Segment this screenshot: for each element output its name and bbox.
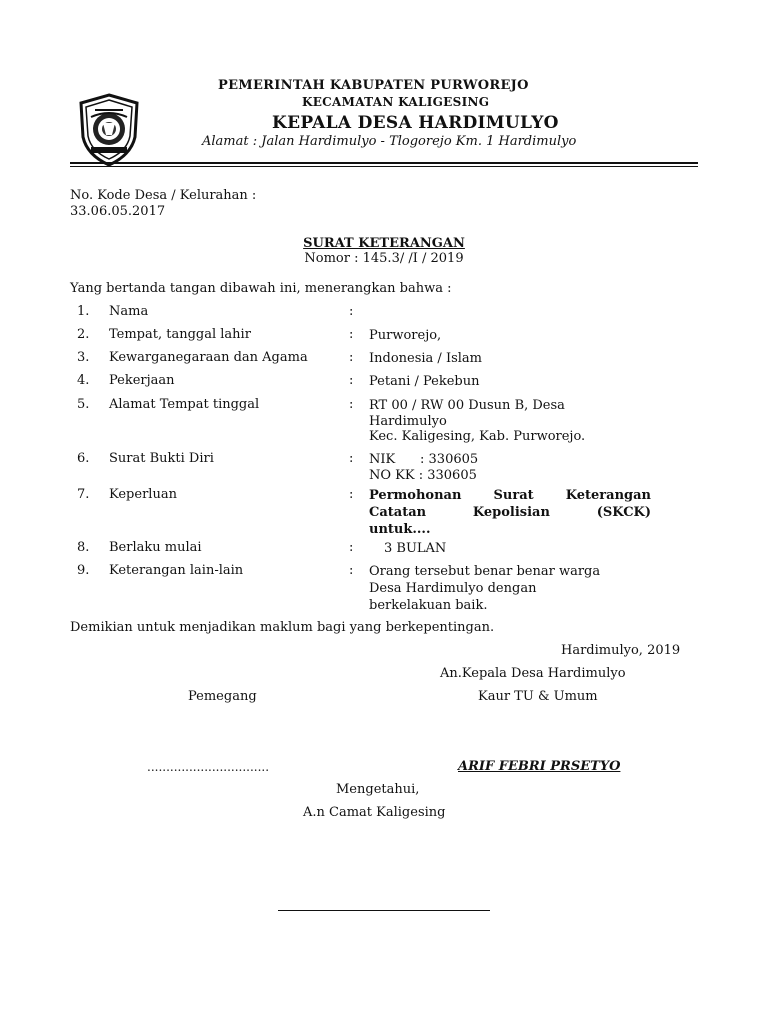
row-value: Indonesia / Islam — [369, 351, 482, 366]
row-number: 1. — [77, 304, 90, 319]
district-header-line: KECAMATAN KALIGESING — [302, 95, 490, 109]
row-colon: : — [349, 397, 354, 412]
document-number: Nomor : 145.3/ /I / 2019 — [304, 251, 464, 266]
letterhead-divider-thin — [70, 166, 698, 167]
camat-signature-line — [278, 910, 490, 911]
government-header-line: PEMERINTAH KABUPATEN PURWOREJO — [218, 78, 529, 93]
document-title: SURAT KETERANGAN — [303, 236, 465, 251]
row-colon: : — [349, 563, 354, 578]
row-label: Pekerjaan — [109, 373, 175, 388]
holder-signature-dots: ................................ — [147, 760, 270, 774]
row-label: Tempat, tanggal lahir — [109, 327, 251, 342]
row-label: Kewarganegaraan dan Agama — [109, 350, 308, 365]
row-value: Purworejo, — [369, 328, 442, 343]
row-number: 2. — [77, 327, 90, 342]
row-number: 9. — [77, 563, 90, 578]
intro-statement: Yang bertanda tangan dibawah ini, menerangkan bahwa : — [70, 281, 452, 296]
row-number: 3. — [77, 350, 90, 365]
row-colon: : — [349, 451, 354, 466]
row-value-line: Hardimulyo — [369, 414, 447, 429]
row-value-line: berkelakuan baik. — [369, 598, 488, 613]
row-value-line: untuk.... — [369, 522, 431, 537]
address-line: Alamat : Jalan Hardimulyo - Tlogorejo Km. 1 Hardimulyo — [202, 134, 577, 149]
row-label: Keterangan lain-lain — [109, 563, 244, 578]
row-value-line: Desa Hardimulyo dengan — [369, 581, 537, 596]
row-value: Petani / Pekebun — [369, 374, 480, 389]
village-head-header-line: KEPALA DESA HARDIMULYO — [272, 113, 559, 133]
row-value-line: NIK : 330605 — [369, 452, 479, 467]
row-label: Nama — [109, 304, 149, 319]
row-number: 7. — [77, 487, 90, 502]
row-label: Surat Bukti Diri — [109, 451, 214, 466]
row-colon: : — [349, 487, 354, 502]
row-number: 6. — [77, 451, 90, 466]
row-value-line: NO KK : 330605 — [369, 468, 477, 483]
holder-label: Pemegang — [188, 689, 257, 704]
row-colon: : — [349, 304, 354, 319]
closing-statement: Demikian untuk menjadikan maklum bagi yang berkepentingan. — [70, 620, 495, 635]
row-value-line: Kec. Kaligesing, Kab. Purworejo. — [369, 429, 586, 444]
row-label: Alamat Tempat tinggal — [109, 397, 260, 412]
letterhead-divider-thick — [70, 162, 698, 164]
acknowledged-label: Mengetahui, — [336, 782, 420, 797]
row-value-line: Permohonan Surat Keterangan — [369, 488, 651, 503]
row-colon: : — [349, 350, 354, 365]
village-code-label: No. Kode Desa / Kelurahan : — [70, 188, 257, 203]
on-behalf-village-head: An.Kepala Desa Hardimulyo — [440, 666, 626, 681]
row-label: Berlaku mulai — [109, 540, 202, 555]
camat-on-behalf: A.n Camat Kaligesing — [303, 805, 446, 820]
village-code-value: 33.06.05.2017 — [70, 204, 166, 219]
row-value: 3 BULAN — [384, 541, 447, 556]
signer-name: ARIF FEBRI PRSETYO — [458, 759, 621, 774]
row-number: 8. — [77, 540, 90, 555]
row-colon: : — [349, 540, 354, 555]
row-number: 4. — [77, 373, 90, 388]
row-colon: : — [349, 327, 354, 342]
official-position: Kaur TU & Umum — [478, 689, 598, 704]
place-date: Hardimulyo, 2019 — [561, 643, 681, 658]
kabupaten-emblem-logo — [77, 93, 141, 167]
row-label: Keperluan — [109, 487, 177, 502]
row-value-line: Catatan Kepolisian (SKCK) — [369, 505, 651, 520]
row-value-line: RT 00 / RW 00 Dusun B, Desa — [369, 398, 565, 413]
row-colon: : — [349, 373, 354, 388]
row-value-line: Orang tersebut benar benar warga — [369, 564, 601, 579]
row-number: 5. — [77, 397, 90, 412]
